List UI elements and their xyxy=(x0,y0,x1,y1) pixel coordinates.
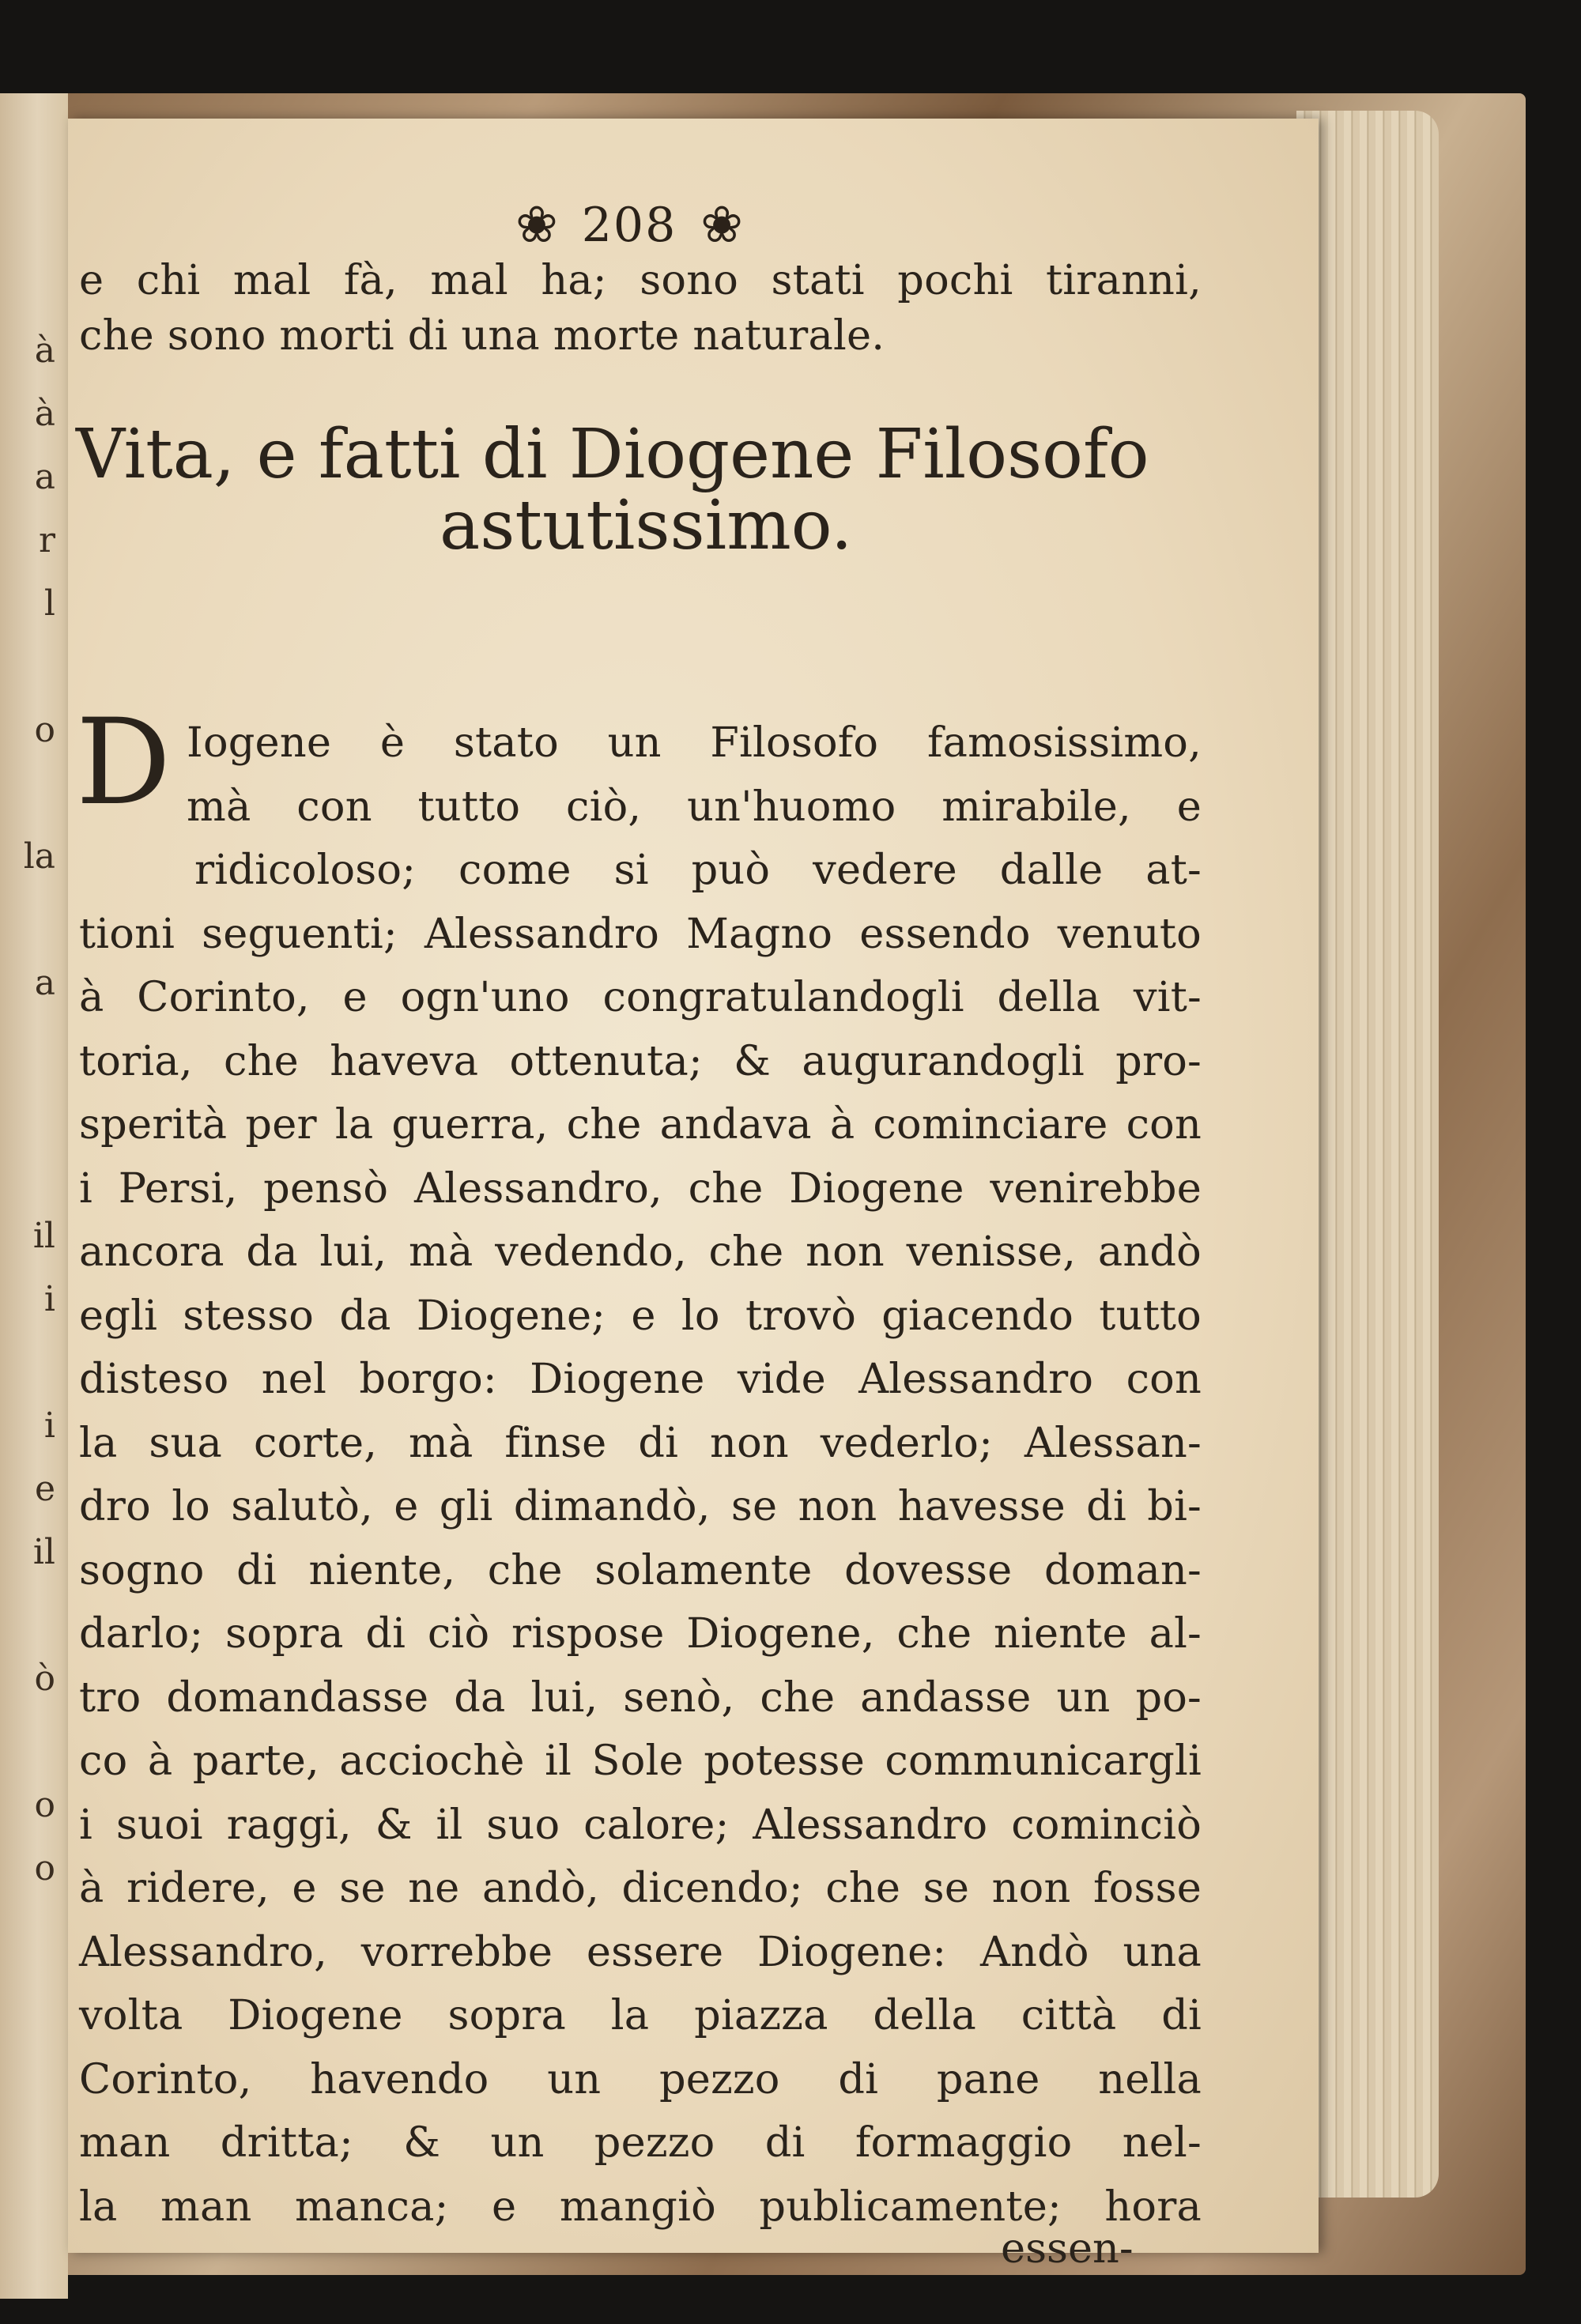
ornament-right-icon: ❀ xyxy=(700,196,743,255)
previous-page-glyph: o xyxy=(34,1785,55,1825)
body-line: sogno di niente, che solamente dovesse doman- xyxy=(79,1545,1202,1594)
body-line: Corinto, havendo un pezzo di pane nella xyxy=(79,2054,1202,2103)
previous-page-glyph: il xyxy=(32,1216,55,1256)
book-page xyxy=(68,119,1319,2273)
page-text xyxy=(68,119,1319,2273)
body-line: toria, che haveva ottenuta; & augurandogli pro- xyxy=(79,1036,1202,1085)
previous-page-glyph: à xyxy=(34,394,55,434)
previous-page-glyph: e xyxy=(34,1469,55,1509)
intro-line: e chi mal fà, mal ha; sono stati pochi tiranni, xyxy=(79,256,1202,304)
catchword: essen- xyxy=(1001,2224,1134,2273)
intro-line: che sono morti di una morte naturale. xyxy=(79,311,885,360)
previous-page-glyph: i xyxy=(43,1279,55,1319)
previous-page-edge xyxy=(0,93,68,2299)
body-line: darlo; sopra di ciò rispose Diogene, che niente al- xyxy=(79,1609,1202,1658)
body-line: tioni seguenti; Alessandro Magno essendo venuto xyxy=(79,909,1202,958)
body-line: la man manca; e mangiò publicamente; hora xyxy=(79,2182,1202,2231)
body-line: ridicoloso; come si può vedere dalle at- xyxy=(194,846,1202,894)
chapter-title: Vita, e fatti di Diogene Filosofo xyxy=(76,415,1149,494)
previous-page-glyph: à xyxy=(34,330,55,371)
previous-page-glyph: i xyxy=(43,1405,55,1446)
body-line: mà con tutto ciò, un'huomo mirabile, e xyxy=(187,782,1202,831)
body-line: Iogene è stato un Filosofo famosissimo, xyxy=(187,719,1202,767)
body-line: ancora da lui, mà vedendo, che non venisse, andò xyxy=(79,1228,1202,1276)
chapter-title-continued: astutissimo. xyxy=(440,486,853,565)
previous-page-glyph: ò xyxy=(34,1658,55,1699)
body-line: Alessandro, vorrebbe essere Diogene: Andò una xyxy=(79,1927,1202,1976)
previous-page-glyph: l xyxy=(43,583,55,624)
body-line: à ridere, e se ne andò, dicendo; che se non fosse xyxy=(79,1864,1202,1912)
body-line: à Corinto, e ogn'uno congratulandogli della vit- xyxy=(79,973,1202,1021)
body-line: la sua corte, mà finse di non vederlo; Alessan- xyxy=(79,1418,1202,1467)
body-line: dro lo salutò, e gli dimandò, se non havesse di bi- xyxy=(79,1482,1202,1530)
previous-page-glyph: o xyxy=(34,1848,55,1888)
previous-page-glyph: r xyxy=(38,520,55,560)
body-line: man dritta; & un pezzo di formaggio nel- xyxy=(79,2118,1202,2167)
drop-cap: D xyxy=(76,694,172,832)
previous-page-glyph: o xyxy=(34,710,55,750)
previous-page-glyph: la xyxy=(23,836,55,877)
body-line: co à parte, acciochè il Sole potesse communicargli xyxy=(79,1737,1202,1785)
body-line: i Persi, pensò Alessandro, che Diogene venirebbe xyxy=(79,1164,1202,1213)
previous-page-glyph: il xyxy=(32,1532,55,1572)
body-line: volta Diogene sopra la piazza della città di xyxy=(79,1991,1202,2039)
previous-page-glyph: a xyxy=(34,457,55,497)
body-line: sperità per la guerra, che andava à cominciare con xyxy=(79,1100,1202,1149)
body-line: egli stesso da Diogene; e lo trovò giacendo tutto xyxy=(79,1291,1202,1340)
ornament-left-icon: ❀ xyxy=(515,196,558,255)
body-line: tro domandasse da lui, senò, che andasse un po- xyxy=(79,1673,1202,1722)
body-line: i suoi raggi, & il suo calore; Alessandro cominciò xyxy=(79,1800,1202,1849)
body-line: disteso nel borgo: Diogene vide Alessandro con xyxy=(79,1355,1202,1403)
previous-page-glyph: a xyxy=(34,963,55,1003)
page-number: 208 xyxy=(581,198,677,253)
